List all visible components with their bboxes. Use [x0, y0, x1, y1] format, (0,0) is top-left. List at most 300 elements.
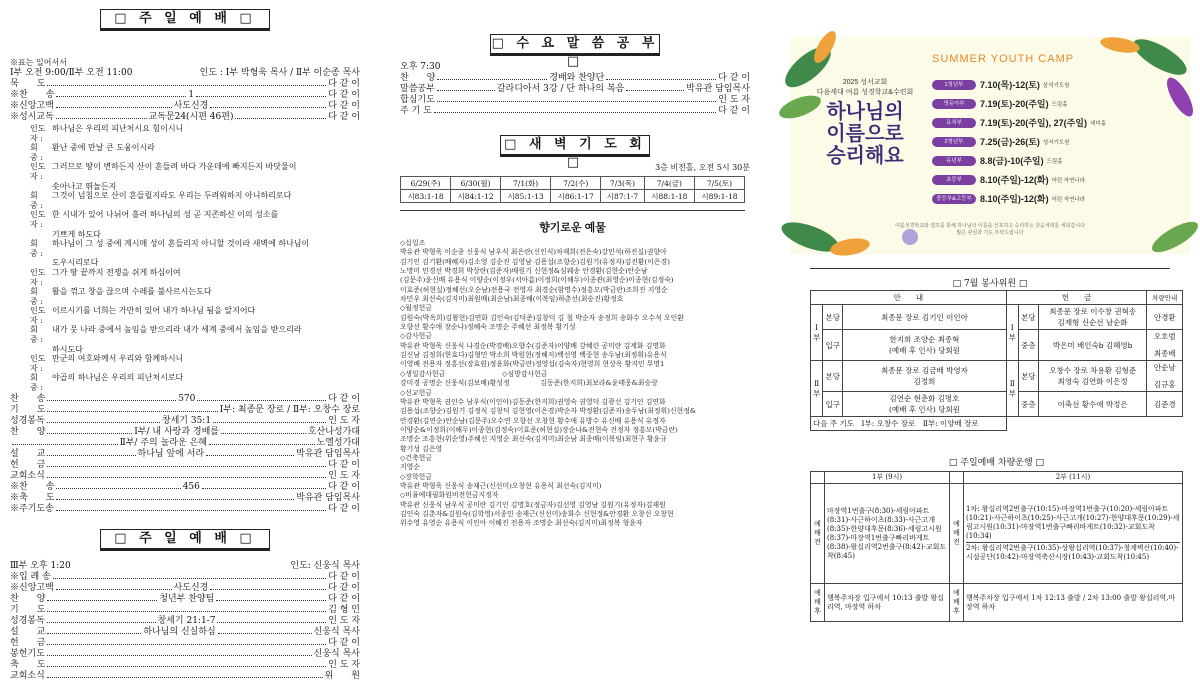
duty-guide-2a-line2: 김정희 [913, 377, 936, 386]
duty-part-2b: Ⅱ부 [1006, 361, 1018, 417]
offering-line: 황기성 김은영 [400, 444, 443, 453]
order-row [10, 605, 360, 616]
order-label: 축 도 [10, 659, 46, 670]
poster-footer-2: 많은 관심과 기도 부탁드립니다 [956, 230, 1024, 236]
duty-ipgu-1: 입구 [823, 330, 843, 361]
order-leader: 다 같 이 [718, 106, 750, 116]
order-row [400, 95, 750, 106]
sunday-service-title: □ 주 일 예 배 □ [100, 9, 270, 31]
dawn-texts-row [401, 190, 745, 203]
responsive-text: 내가 뭇 나라 중에서 높임을 받으리라 내가 세계 중에서 높임을 받으리라 [52, 325, 302, 335]
responsive-text: 이르시기를 너희는 가만히 있어 내가 하나님 됨을 알지어다 [52, 306, 256, 316]
dawn-prayer-table [400, 176, 745, 203]
duty-header-guide: 안 내 [811, 291, 1007, 305]
order-content: 사도신경 [173, 582, 209, 593]
order-row [10, 493, 360, 504]
dot-leader [56, 505, 326, 511]
responsive-line [10, 287, 360, 306]
duty-offering-2a [1038, 361, 1147, 392]
offering-line: 김기인 김기환(배혜자)김소영 김순진 김영남 김용섭(조향순)김원기(유정자)김진환(이은경) [400, 257, 670, 266]
duty-bonjang-1: 본당 [823, 305, 843, 330]
duty-guide-1b-line2: (예배 후 인사) 당회원 [888, 346, 960, 355]
order-content: 하나님 앞에 서라 [137, 448, 205, 459]
dot-leader [56, 483, 180, 489]
order-content: 1 [188, 90, 195, 100]
responsive-line [10, 268, 360, 287]
dawn-prayer-note: 3층 비전홀, 오전 5시 30분 [655, 163, 750, 172]
responsive-text: 환난 중에 만날 큰 도움이시라 [52, 143, 155, 153]
offering-line: 이효준(허현실)정혜선(오순남)전용국 전영자 최경순(함명수)정흥모(박금란)조희진 지영순 [400, 285, 668, 294]
order-row [10, 427, 360, 438]
offering-line: 차민우 최선숙(김지미)최원배(최순남)최종배(이복임)하춘선(최숭진)황정호 [400, 295, 624, 304]
dot-leader [47, 639, 326, 645]
service-times-row [10, 68, 360, 79]
car-schedule-table [810, 471, 1183, 622]
car-route-2a: 1차: 왕십리역2번출구(10:15)-마장역1번출구(10:20)-세림아파트(10:21)-사근하이츠(10:25)-사근고개(10:27)-한양대후문(10:29)-세림고시원(10:31)-마장역1번출구빠리바게트(10:32)-교회도착(10:34) [966, 505, 1180, 543]
offering-line: ◇장학헌금 [400, 472, 432, 481]
responsive-speaker: 회 중 : [30, 239, 46, 258]
poster-dept: 영유아부 [932, 99, 976, 109]
order-row [10, 460, 360, 471]
responsive-line [10, 258, 360, 268]
offering-list [400, 239, 752, 529]
dawn-text: 시85:1-13 [501, 190, 551, 203]
duty-table [810, 290, 1183, 431]
dot-leader [437, 74, 547, 80]
order-leader: 노엘성가대 [316, 437, 360, 448]
order-row [10, 504, 360, 515]
poster-headline-1: 하나님의 [826, 101, 904, 123]
duty-car-2b: 최종배 [1153, 349, 1176, 358]
duty-offering-1b: 박은미 배인숙b 김혜영b [1038, 330, 1147, 361]
order-label: 찬 양 [10, 593, 46, 604]
dot-leader [209, 439, 315, 445]
responsive-line [10, 306, 360, 325]
dot-leader [53, 573, 326, 579]
duty-title: □ 7월 봉사위원 □ [952, 279, 1028, 289]
order-content: 갈라디아서 3강 / 단 하나의 복음 [496, 84, 625, 94]
responsive-text: 하시도다 [52, 344, 83, 354]
dawn-text: 시88:1-18 [644, 190, 694, 203]
order-label: 설 교 [10, 448, 46, 459]
order-leader: 다 같 이 [328, 112, 361, 122]
poster-place: 어린 자연나라 [1051, 196, 1086, 203]
sunday3-title-wrap [10, 529, 360, 551]
order-leader: 다 같 이 [718, 73, 751, 83]
order-content: 하나님의 신실하심 [143, 626, 216, 637]
dot-leader [210, 102, 326, 108]
dot-leader [47, 472, 326, 478]
dawn-date: 7/2(수) [551, 177, 601, 190]
sunday-service-column [10, 0, 361, 681]
order-label: ※주기도송 [10, 503, 54, 514]
poster-dept: 유년부 [932, 156, 976, 166]
service3-times-row [10, 561, 360, 572]
poster-date: 8.10(주일)-12(화) [980, 175, 1049, 185]
duty-guide-2b-line1: 김연순 현춘화 김명호 [889, 394, 960, 403]
offering-line: 노명미 민경선 박경희 박상란(김준자)배원기 신현정&심웨송 안경환(김현순)안순남 [400, 267, 648, 276]
order-content: 사도신경 [173, 101, 209, 111]
poster-row [932, 94, 1142, 113]
responsive-speaker: 인도자 : [30, 267, 46, 287]
order-label: ※성시교독 [10, 112, 54, 122]
order-row [400, 73, 750, 84]
service-times: Ⅰ부 오전 9:00/Ⅱ부 오전 11:00 [10, 68, 133, 78]
weekday-column [400, 0, 750, 658]
duty-guide-1a: 최종문 장로 김기인 이인아 [843, 305, 1006, 330]
responsive-line [10, 162, 360, 181]
poster-banner: SUMMER YOUTH CAMP [932, 53, 1075, 65]
responsive-reading [10, 124, 360, 393]
dot-leader [213, 417, 326, 423]
order-row [10, 649, 360, 660]
responsive-text: 솟아나고 뛰놀든지 [52, 181, 117, 191]
poster-dept: 1청년부 [932, 80, 976, 90]
poster-footer-1: 여름성경학교와 캠프를 통해 하나님의 이름을 선포하고 승리하는 다음세대를 세워갑니다 [895, 223, 1085, 229]
order-label: 교회소식 [10, 470, 45, 481]
responsive-line [10, 239, 360, 258]
order-row [10, 79, 360, 90]
duty-guide-1b [843, 330, 1006, 361]
duty-offering-2b: 이축선 황수애 박정은 [1038, 392, 1147, 417]
offering-line: ◇건축헌금 [400, 453, 432, 462]
order-label: ※찬 송 [10, 481, 55, 492]
dawn-prayer-title: □ 새 벽 기 도 회 □ [500, 135, 650, 157]
dot-leader [196, 91, 326, 97]
dawn-text: 시87:1-7 [601, 190, 645, 203]
dot-leader [47, 428, 132, 434]
offering-line: 박유관 박형욱 이순종 신웅식 남우식 최은란(신인식)차재희(전은숙)강민석(하진실)권향아 [400, 248, 667, 257]
duty-car-2a: 오호범 [1153, 332, 1176, 341]
dawn-date: 7/4(금) [644, 177, 694, 190]
responsive-text: 그것이 넘침으로 산이 흔들릴지라도 우리는 두려워하지 아니하리로다 [52, 191, 292, 201]
offering-line: 김인숙 김춘자&김원숙(김학영)서종민 송재근(신선미)송화수 신현정&안경환 오창선 오창현 [400, 509, 674, 518]
order-label: 합심기도 [400, 95, 435, 105]
car-header-2: 2부 (11시) [964, 472, 1183, 484]
order-row [10, 660, 360, 671]
wednesday-study-title: □ 수 요 말 씀 공 부 □ [491, 36, 659, 69]
duty-jungchung-1: 중층 [1018, 330, 1038, 361]
duty-offering-1a-line2: 김재형 신순선 남순화 [1057, 318, 1128, 327]
responsive-line [10, 345, 360, 355]
order-row [10, 616, 360, 627]
poster-church: 2025 성서교회 [842, 79, 888, 86]
duty-offering-2a-line2: 최영숙 김연화 이은정 [1057, 377, 1128, 386]
dawn-text: 시84:1-12 [451, 190, 501, 203]
responsive-line [10, 354, 360, 373]
poster-place: 삼석기도원 [1042, 82, 1070, 89]
duty-part-1: Ⅰ부 [811, 305, 823, 361]
order-row [10, 112, 360, 123]
responsive-line [10, 210, 360, 229]
car-route-1: 마장역1번출구(8:30)-세림아파트(8:31)-사근하이츠(8:33)-사근고개(8:35)-한양대후문(8:36)-세림고시원(8:37)-마장역1번출구빠리바게트(8:38)-왕십리역2번출구(8:42)-교회도착(8:45) [825, 484, 950, 584]
order-row [10, 405, 360, 416]
sunday3-service-title: □ 주 일 예 배 □ [100, 529, 270, 551]
car-return-1: 행복주차장 입구에서 10:13 출발 왕십리역, 마장역 하차 [825, 584, 950, 622]
order-leader: 다 같 이 [328, 481, 361, 492]
duty-guide-1b-line1: 한지희 조양순 최종혁 [889, 335, 960, 344]
dot-leader [47, 628, 141, 634]
dot-leader [56, 113, 147, 119]
order-leader: 김 형 민 [328, 604, 360, 615]
car-route-2 [964, 484, 1183, 584]
next-week-value: Ⅰ부: 오창수 장로 Ⅱ부: 이양배 장로 [861, 419, 979, 428]
order-row [10, 638, 360, 649]
dawn-date: 6/29(주) [401, 177, 451, 190]
poster-date: 8.10(주일)-12(화) [980, 194, 1049, 204]
order-label: 찬 송 [10, 393, 46, 404]
responsive-speaker: 인도자 : [30, 354, 46, 373]
dot-leader [437, 96, 716, 102]
poster-place: 성서기도원 [1042, 139, 1070, 146]
order-row [10, 394, 360, 405]
order-content: 교독문24(시편 46편) [148, 112, 234, 122]
order-row [10, 90, 360, 101]
order-of-worship-2 [10, 394, 360, 515]
next-week-prayer [811, 417, 1007, 431]
order-label: ※신앙고백 [10, 101, 54, 111]
responsive-text: 도우시리로다 [52, 258, 99, 268]
responsive-text: 야곱의 하나님은 우리의 피난처시로다 [52, 373, 184, 383]
responsive-speaker: 회 중 : [30, 325, 46, 345]
order-content: 창세기 35:1 [161, 415, 212, 426]
order-leader: 다 같 이 [328, 571, 360, 582]
dot-leader [56, 494, 294, 500]
order-leader: 다 같 이 [328, 459, 360, 470]
empty-cell [1006, 417, 1182, 431]
responsive-speaker: 회 중 : [30, 143, 46, 162]
poster-dept: 초등부 [932, 175, 976, 185]
order-row [10, 572, 360, 583]
poster-headline-2: 이름으로 [826, 123, 904, 145]
duty-guide-2b-line2: (예배 후 인사) 당회원 [888, 405, 960, 414]
order-label: ※축 도 [10, 492, 55, 503]
offering-line: 박유관 박형욱 신웅식 나경순(박경배)오향수(김준자)이양배 강혜린 공미란 김계화 김명화 [400, 341, 666, 350]
poster-date: 8.8(금)-10(주일) [980, 156, 1044, 166]
responsive-speaker: 회 중 : [30, 373, 46, 393]
order-row [400, 84, 750, 95]
poster-row [932, 170, 1142, 189]
dot-leader [235, 113, 326, 119]
order-label: 헌 금 [10, 637, 46, 648]
dot-leader [47, 617, 156, 623]
poster-schedule [932, 75, 1142, 208]
order-label: 헌 금 [10, 459, 46, 470]
order-label: 설 교 [10, 626, 46, 637]
offering-line: 박유관 박형욱 신웅식 송재근(신선미)오창현 유용식 최선숙(김지미) [400, 481, 602, 490]
order-leader: Ⅰ부: 최종문 장로 / Ⅱ부: 오창수 장로 [219, 404, 360, 415]
order-row [10, 438, 360, 449]
offering-line: 이양순&이정희(이해두)이종현(김정숙)이효준(허현실)장순나&전현숙 전정자 정흥모(박금란) [400, 425, 678, 434]
order-of-worship-1 [10, 79, 360, 123]
dawn-date: 7/1(화) [501, 177, 551, 190]
dot-leader [12, 439, 118, 445]
offering-line: (김문주)윤신배 유용식 이양순(이정우(서아름)이정희(이해두)이종관(최영순)이종현(김정숙) [400, 276, 674, 285]
standing-note: ※표는 일어서서 [10, 58, 67, 67]
responsive-speaker: 인도자 : [30, 124, 46, 143]
order-leader: 다 같 이 [328, 101, 360, 111]
dot-leader [47, 450, 135, 456]
offering-line: ◇생일감사헌금 ◇심방감사헌금 [400, 369, 548, 378]
poster-date: 7.25(금)-26(토) [980, 137, 1040, 147]
service3-leader: 인도: 신웅식 목사 [290, 560, 360, 571]
car-before-1: 예배전 [811, 484, 825, 584]
responsive-line [10, 191, 360, 210]
responsive-speaker: 인도자 : [30, 210, 46, 229]
order-label: 성경봉독 [10, 415, 45, 426]
dot-leader [47, 80, 326, 86]
next-week-label: 다음 주 기도 [813, 419, 854, 428]
order-label: ※찬 송 [10, 90, 55, 100]
order-content: 570 [178, 393, 196, 404]
responsive-text: 기쁘게 하도다 [52, 229, 101, 239]
car-before-2: 예배전 [950, 484, 964, 584]
wednesday-order [400, 73, 750, 117]
dot-leader [221, 428, 306, 434]
responsive-line [10, 373, 360, 392]
dot-leader [206, 450, 294, 456]
car-corner-2 [950, 472, 964, 484]
poster-headline-3: 승리해요 [826, 145, 904, 167]
order-leader: 박유관 담임목사 [296, 492, 360, 503]
order-label: 성경봉독 [10, 615, 45, 626]
service-leaders: 인도 : Ⅰ부 박형욱 목사 / Ⅱ부 이순종 목사 [199, 68, 360, 78]
order-label: 찬 양 [400, 73, 436, 83]
order-label: 봉헌기도 [10, 648, 45, 659]
poster-headline-block [810, 77, 920, 167]
duty-car-3 [1147, 361, 1183, 392]
dot-leader [606, 74, 716, 80]
poster-dept: 2청년부 [932, 137, 976, 147]
poster-row [932, 113, 1142, 132]
dot-leader [47, 661, 326, 667]
order-content: Ⅰ부/ 내 사랑과 경배를 [134, 426, 219, 437]
order-label: 주 기 도 [400, 106, 432, 116]
offering-line: 조명순 조흥현(위순영)주혜선 지영순 최선숙(김지미)최순남 최종배(이복임)최현구 황윤규 [400, 435, 667, 444]
dot-leader [218, 628, 312, 634]
dot-leader [47, 395, 176, 401]
wed-time: 오후 7:30 [400, 62, 441, 72]
order-leader: 다 같 이 [328, 593, 361, 604]
order-row [10, 583, 360, 594]
order-label: ※입 례 송 [10, 571, 51, 582]
duty-car-3a: 안순남 [1153, 363, 1176, 372]
poster-subtitle: 다음세대 여름 성경학교&수련회 [816, 89, 914, 96]
car-header-1: 1부 (9시) [825, 472, 950, 484]
offering-line: 이영배 전용자 정홍선(장효원)정윤화(박금란)정영섭(김숙자)현영희 현상옥 황지민 무명1 [400, 360, 665, 369]
duty-guide-2a-line1: 최종문 장로 김금배 박영자 [881, 366, 968, 375]
dot-leader [47, 672, 323, 678]
order-content: 456 [182, 481, 200, 492]
responsive-speaker: 인도자 : [30, 162, 46, 181]
duty-header-car: 차량안내 [1147, 291, 1183, 305]
dot-leader [434, 107, 716, 113]
service3-time: Ⅲ부 오후 1:20 [10, 560, 71, 571]
duty-offering-2a-line1: 오창수 장로 차용환 김형준 [1049, 366, 1137, 375]
poster-place: 어린 자연나라 [1051, 177, 1086, 184]
poster-row [932, 151, 1142, 170]
order-label: 말씀공부 [400, 84, 435, 94]
duty-guide-2a [843, 361, 1006, 392]
order-content: Ⅱ부/ 주의 놀라운 은혜 [119, 437, 207, 448]
responsive-speaker [10, 182, 52, 192]
order-leader: 신웅식 목사 [313, 648, 360, 659]
responsive-speaker: 인도자 : [30, 306, 46, 325]
duty-divider [810, 268, 1170, 269]
order-leader: 다 같 이 [328, 393, 361, 404]
offering-line: ◇월정헌금 [400, 304, 432, 313]
duty-part-2: Ⅱ부 [811, 361, 823, 417]
order-row [10, 416, 360, 427]
poster-dept: 중등부&고등부 [932, 194, 976, 204]
dot-leader [197, 395, 326, 401]
order-leader: 인 도 자 [328, 659, 360, 670]
order-row [10, 482, 360, 493]
order-row [10, 671, 360, 682]
order-leader: 인 도 자 [718, 95, 750, 105]
dawn-dates-row [401, 177, 745, 190]
duty-car-4: 김준경 [1147, 392, 1183, 417]
duty-car-2 [1147, 330, 1183, 361]
duty-jungchung-2: 중층 [1018, 392, 1038, 417]
order-leader: 인 도 자 [328, 615, 361, 626]
dot-leader [47, 461, 326, 467]
duty-bonjang-2: 본당 [823, 361, 843, 392]
duty-part-1b: Ⅰ부 [1006, 305, 1018, 361]
dot-leader [626, 85, 684, 91]
order-leader: 다 같 이 [328, 503, 360, 514]
order-label: 묵 도 [10, 79, 46, 89]
poster-date: 7.19(토)-20(주일), 27(주일) [980, 118, 1087, 128]
dawn-date: 6/30(월) [451, 177, 501, 190]
poster-row [932, 132, 1142, 151]
responsive-text: 하나님이 그 성 중에 계시매 성이 흔들리지 아니할 것이라 새벽에 하나님이 [52, 239, 310, 249]
responsive-text: 활을 꺾고 창을 끊으며 수레를 불사르시는도다 [52, 287, 212, 297]
responsive-speaker: 회 중 : [30, 191, 46, 210]
order-label: 기 도 [10, 404, 46, 415]
dot-leader [56, 584, 172, 590]
offering-line: 박유관 신웅식 남우식 공미란 김기인 김명호(정금자)김선영 김영남 김원기(유정자)김재원 [400, 500, 666, 509]
order-leader: 다 같 이 [328, 637, 360, 648]
dot-leader [56, 91, 186, 97]
order-label: ※신앙고백 [10, 582, 54, 593]
order-row [10, 627, 360, 638]
duty-car-1: 안경환 [1147, 305, 1183, 330]
offering-line: 김용섭(조향순)김원기 김정식 김창덕 김현영(이은경)박순자 박정환(김준자)송두남(최정휘)신현정& [400, 407, 696, 416]
responsive-text: 하나님은 우리의 피난처시요 힘이시니 [52, 124, 184, 133]
poster-footer [790, 222, 1190, 236]
dot-leader [47, 650, 312, 656]
poster-row [932, 75, 1142, 94]
offering-line: ◇십일조 [400, 239, 426, 247]
responsive-speaker: 회 중 : [30, 287, 46, 306]
responsive-text: 그가 땅 끝까지 전쟁을 쉬게 하심이여 [52, 267, 181, 277]
order-leader: 다 같 이 [328, 90, 360, 100]
order-leader: 다 같 이 [328, 79, 360, 89]
offering-line: 오향선 황수애 장순나)정혜숙 조명순 주혜선 최정복 황기성 [400, 323, 576, 332]
poster-place: 드림홀 [1046, 158, 1063, 165]
dot-leader [210, 584, 326, 590]
responsive-speaker [10, 345, 52, 355]
order-row [400, 106, 750, 117]
car-title: □ 주일예배 차량운행 □ [948, 458, 1045, 468]
poster-date: 7.19(토)-20(주일) [980, 99, 1049, 109]
dot-leader [47, 417, 160, 423]
order-of-worship-3 [10, 572, 360, 682]
responsive-text: 만군의 여호와께서 우리와 함께하시니 [52, 354, 184, 364]
sunday-title-wrap [10, 0, 360, 37]
duty-guide-2b [843, 392, 1006, 417]
